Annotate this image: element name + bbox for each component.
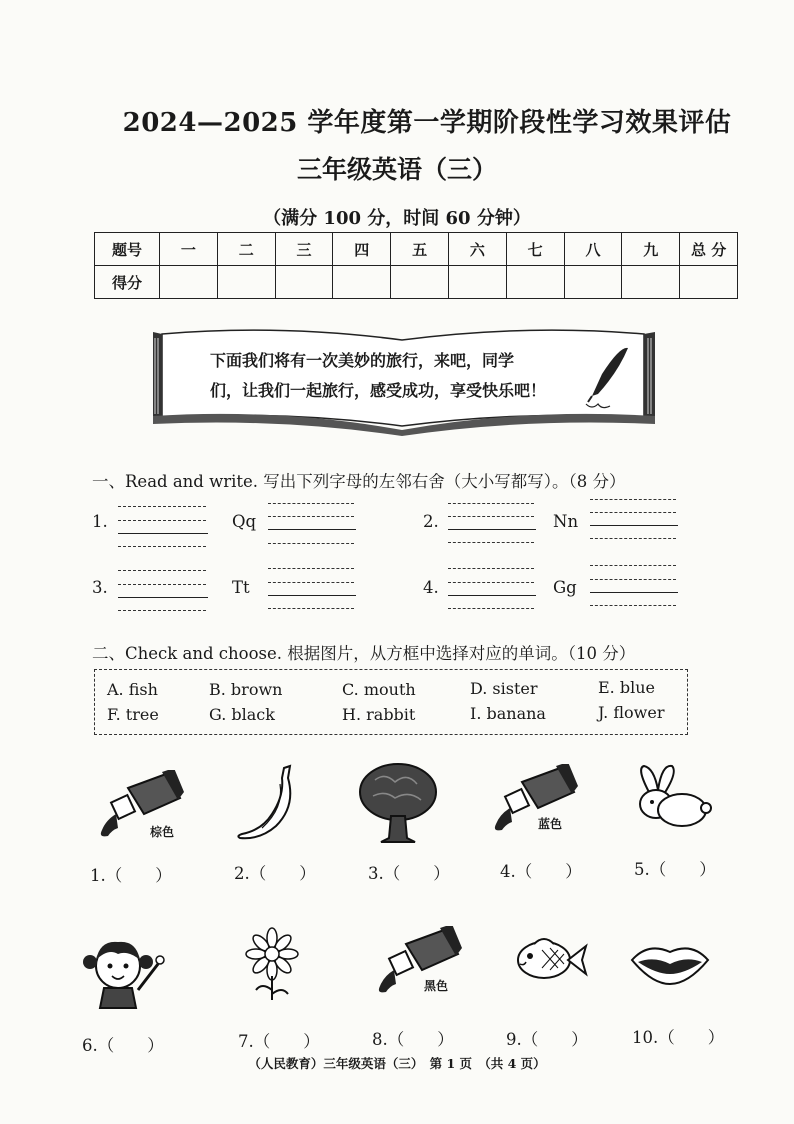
table-cell: 五	[391, 233, 449, 266]
fish-icon	[514, 932, 590, 988]
question-label: 1.（ ）	[90, 866, 172, 885]
question-label: 4.（ ）	[500, 862, 582, 881]
exam-subtitle: 三年级英语（三）	[296, 155, 497, 184]
table-cell: 六	[448, 233, 506, 266]
score-table-score-row	[95, 266, 738, 299]
paint-color-caption: 黑色	[424, 979, 449, 993]
item-letters: Tt	[232, 578, 250, 597]
word-option: F. tree	[107, 705, 159, 724]
item-number: 4.	[423, 578, 439, 597]
word-option: E. blue	[598, 678, 655, 697]
item-number: 1.	[92, 512, 108, 531]
mouth-icon	[628, 940, 712, 986]
question-label: 6.（ ）	[82, 1036, 164, 1055]
answer-line[interactable]	[590, 525, 678, 526]
question-label: 9.（ ）	[506, 1030, 588, 1049]
score-cell[interactable]	[506, 266, 564, 299]
banner-line-1: 下面我们将有一次美妙的旅行，来吧，同学	[210, 351, 515, 370]
word-option: D. sister	[470, 679, 538, 698]
word-option: G. black	[209, 705, 275, 724]
answer-line[interactable]	[268, 529, 356, 530]
word-option: A. fish	[107, 680, 158, 699]
word-option: B. brown	[209, 680, 283, 699]
banana-icon	[232, 764, 302, 844]
page-footer: （人民教育）三年级英语（三） 第 1 页 （共 4 页）	[248, 1056, 546, 1071]
score-cell[interactable]	[160, 266, 218, 299]
table-cell: 七	[506, 233, 564, 266]
score-table	[94, 232, 738, 299]
item-number: 2.	[423, 512, 439, 531]
score-cell[interactable]	[622, 266, 680, 299]
word-option: H. rabbit	[342, 705, 416, 724]
question-label: 3.（ ）	[368, 864, 450, 883]
score-cell[interactable]	[275, 266, 333, 299]
item-number: 3.	[92, 578, 108, 597]
score-cell[interactable]	[333, 266, 391, 299]
answer-line[interactable]	[118, 533, 208, 534]
score-cell[interactable]	[564, 266, 622, 299]
paint-color-caption: 蓝色	[538, 817, 563, 831]
table-cell: 总 分	[680, 233, 738, 266]
paint-tube-icon	[482, 764, 582, 836]
item-letters: Qq	[232, 512, 257, 531]
answer-line[interactable]	[448, 595, 536, 596]
question-label: 5.（ ）	[634, 860, 716, 879]
question-label: 7.（ ）	[238, 1032, 320, 1051]
table-cell: 二	[217, 233, 275, 266]
table-cell: 九	[622, 233, 680, 266]
score-cell[interactable]	[448, 266, 506, 299]
score-table-header-row	[95, 233, 738, 266]
answer-line[interactable]	[118, 597, 208, 598]
table-cell: 三	[275, 233, 333, 266]
section-2-heading: 二、Check and choose. 根据图片，从方框中选择对应的单词。（10 分）	[92, 644, 636, 663]
rabbit-icon	[630, 764, 712, 830]
score-cell[interactable]	[391, 266, 449, 299]
table-cell: 得分	[95, 266, 160, 299]
exam-note: （满分 100 分，时间 60 分钟）	[263, 208, 531, 229]
section-1-heading: 一、Read and write. 写出下列字母的左邻右舍（大小写都写）。（8 分）	[92, 472, 626, 491]
banner-line-2: 们，让我们一起旅行，感受成功，享受快乐吧！	[210, 381, 547, 400]
item-letters: Nn	[553, 512, 579, 531]
paint-tube-icon	[366, 926, 466, 998]
table-cell: 八	[564, 233, 622, 266]
item-letters: Gg	[553, 578, 577, 597]
exam-title: 2024—2025 学年度第一学期阶段性学习效果评估	[122, 108, 732, 138]
answer-line[interactable]	[590, 592, 678, 593]
question-label: 2.（ ）	[234, 864, 316, 883]
score-cell[interactable]	[217, 266, 275, 299]
question-label: 8.（ ）	[372, 1030, 454, 1049]
score-cell[interactable]	[680, 266, 738, 299]
word-option: J. flower	[598, 703, 665, 722]
answer-line[interactable]	[448, 529, 536, 530]
word-option: C. mouth	[342, 680, 416, 699]
table-cell: 一	[160, 233, 218, 266]
word-option: I. banana	[470, 704, 546, 723]
girl-icon	[78, 928, 170, 1012]
answer-line[interactable]	[268, 595, 356, 596]
question-label: 10.（ ）	[632, 1028, 725, 1047]
flower-icon	[240, 926, 304, 1002]
paint-color-caption: 棕色	[150, 825, 175, 839]
table-cell: 四	[333, 233, 391, 266]
tree-icon	[355, 760, 441, 844]
table-cell: 题号	[95, 233, 160, 266]
